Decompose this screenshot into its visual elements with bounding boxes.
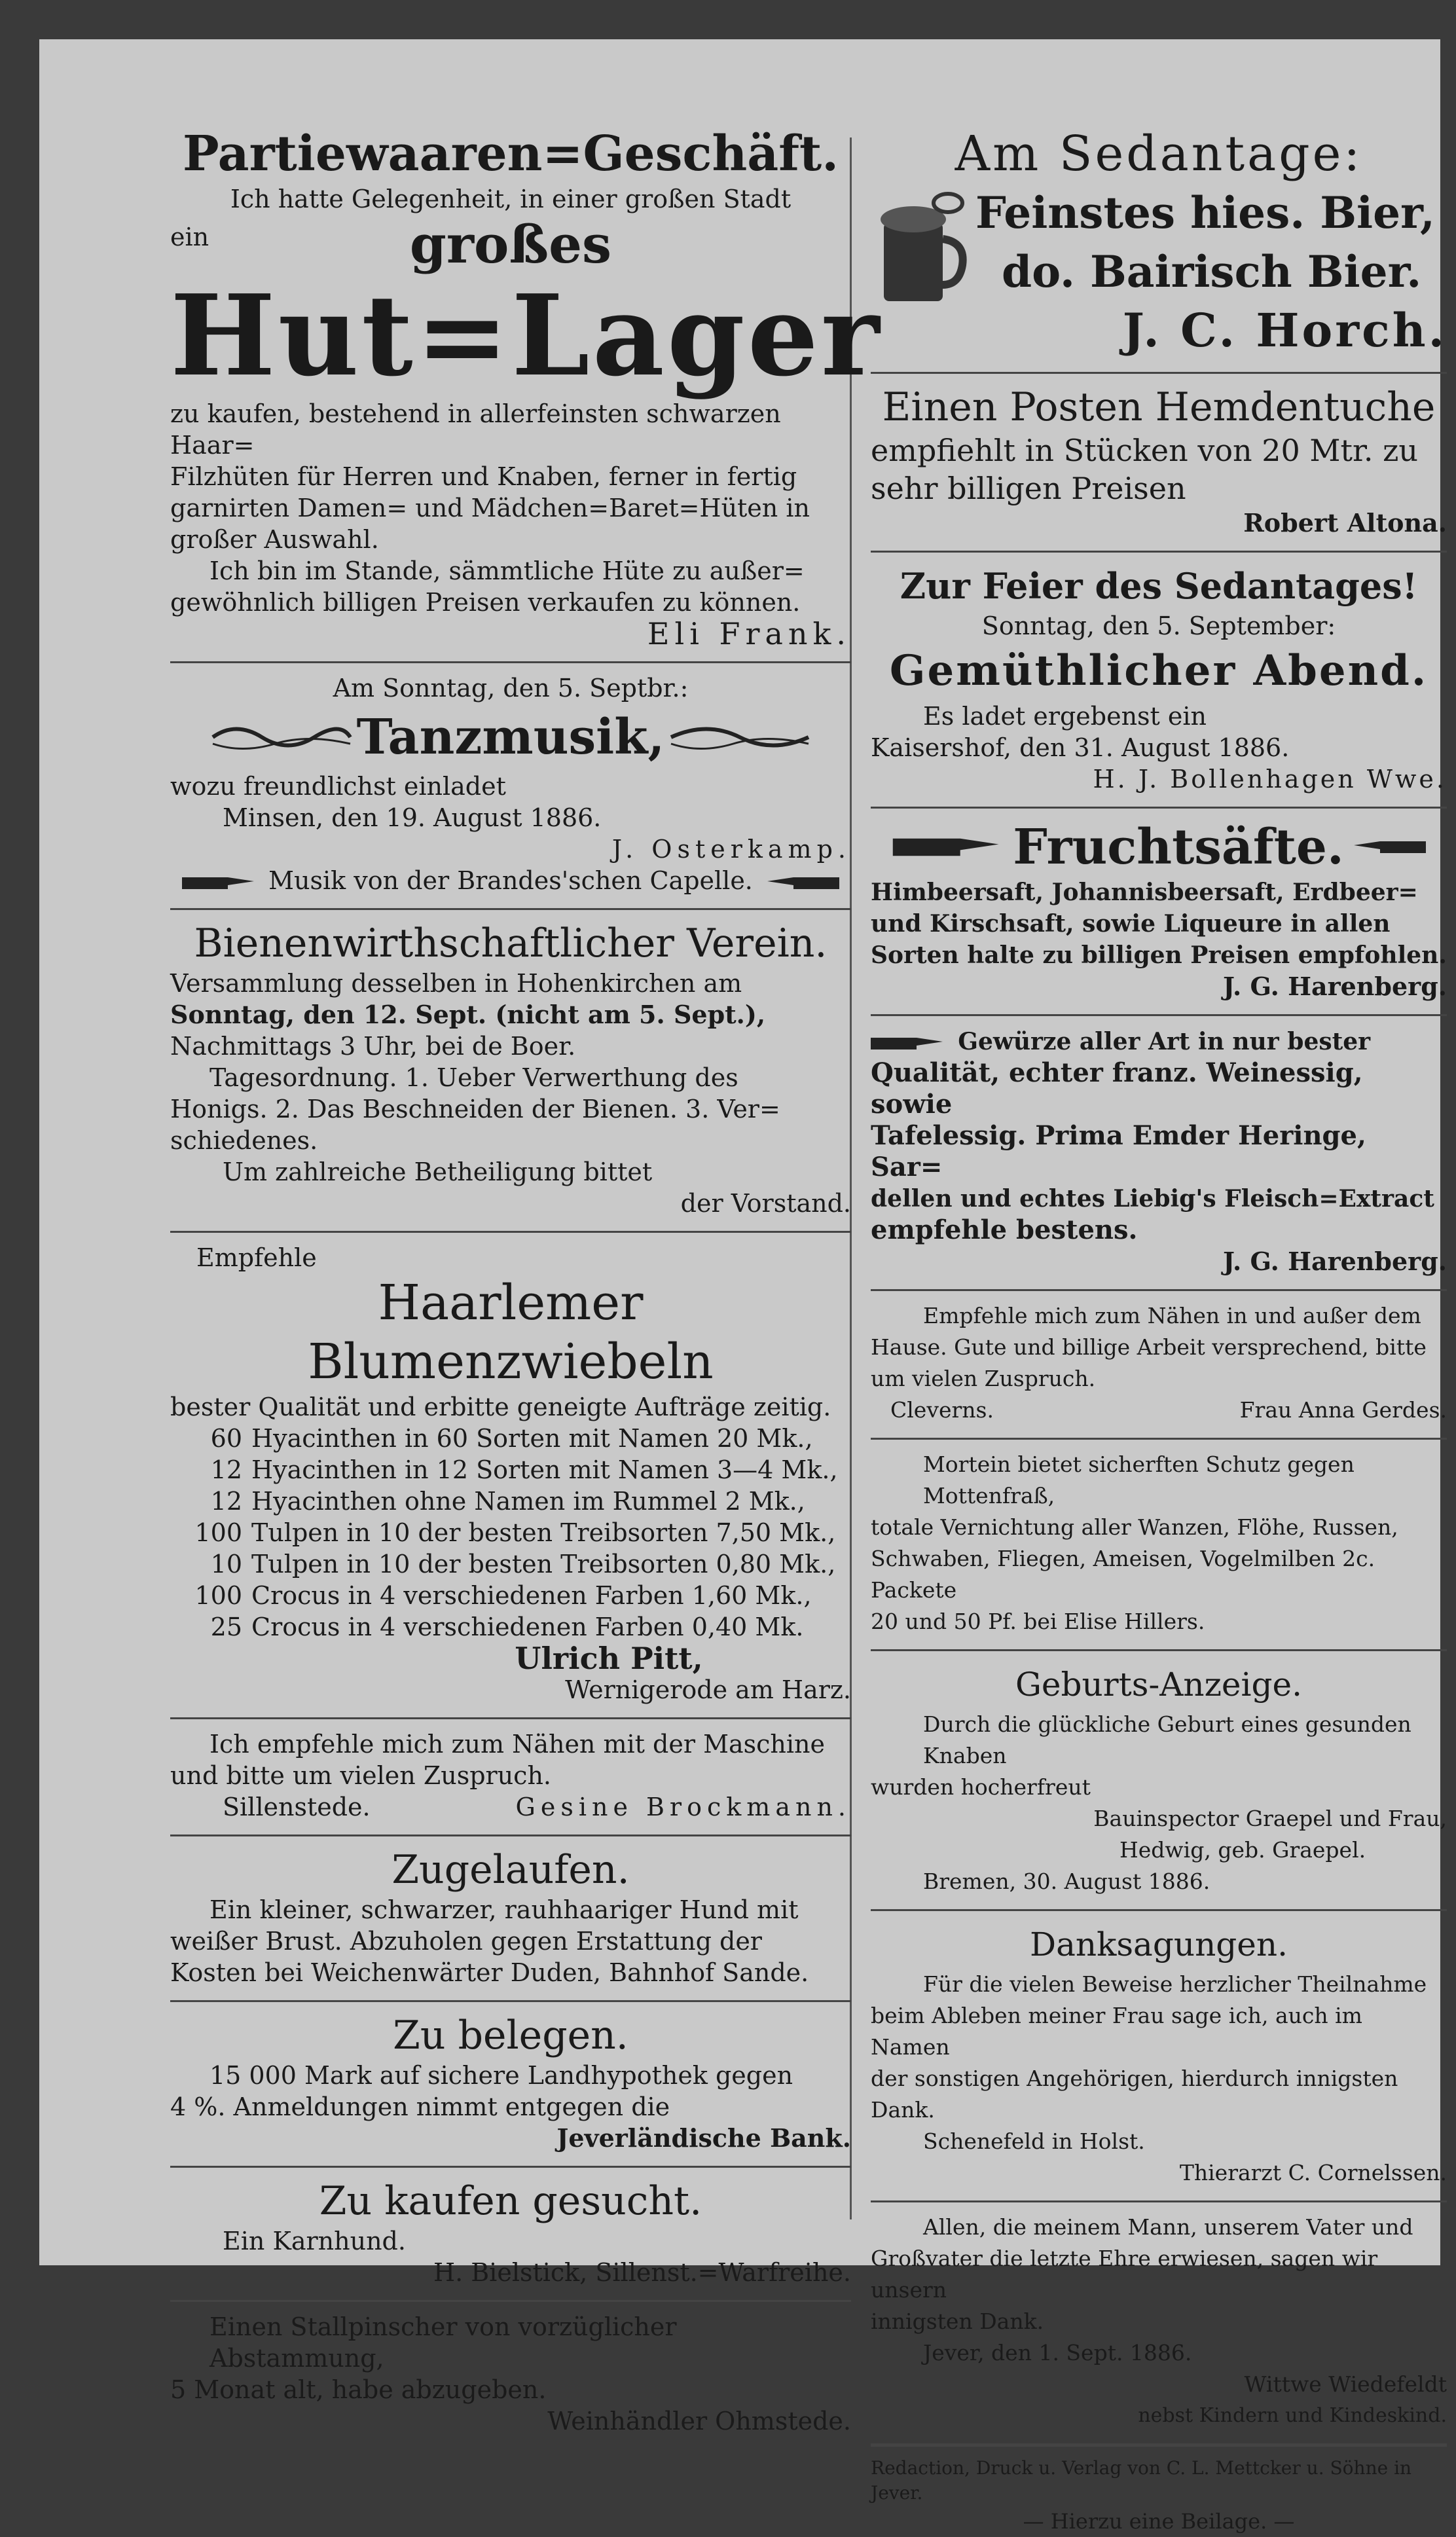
rule [170,1717,851,1719]
ad-text: Mortein bietet sicherften Schutz gegen Mottenfraß, [923,1451,1355,1508]
ad-signature: H. Bielstick, Sillenst.=Warfreihe. [433,2258,851,2287]
ad-text: dellen und echtes Liebig's Fleisch=Extract [871,1185,1434,1213]
imprint: Redaction, Druck u. Verlag von C. L. Mettcker u. Söhne in Jever. [871,2457,1412,2504]
ad-text: wozu freundlichst einladet [170,772,506,801]
ad-text: Tagesordnung. 1. Ueber Verwerthung des [209,1063,738,1092]
ad-text: Sorten halte zu billigen Preisen empfohlen. [871,941,1447,969]
ad-text: Ein Karnhund. [223,2227,406,2255]
ad-danksagung-wiedefeldt [871,2212,1447,2432]
ad-text: Versammlung desselben in Hohenkirchen am [170,969,742,998]
ad-text: Um zahlreiche Betheiligung bittet [223,1158,653,1186]
ad-bienenverein [170,919,851,1219]
ad-danksagungen [871,1920,1447,2189]
right-column [871,124,1447,2537]
rule [871,372,1447,374]
rule [170,1231,851,1233]
list-item: 100 Tulpen in 10 der besten Treibsorten 7,50 Mk., [194,1518,836,1547]
ad-zugelaufen [170,1846,851,1988]
ad-title: Bienenwirthschaftlicher Verein. [194,921,828,966]
ad-text: Empfehle [196,1243,317,1272]
ad-signature: Frau Anna Gerdes. [1239,1397,1447,1423]
ad-title: Einen Posten Hemdentuche [882,384,1436,430]
ad-text: wurden hocherfreut [871,1774,1091,1800]
ad-text: Allen, die meinem Mann, unserem Vater und [923,2214,1413,2240]
ad-text: Sonntag, den 12. Sept. (nicht am 5. Sept.), [170,1000,766,1029]
rule [871,551,1447,553]
ad-text: Nachmittags 3 Uhr, bei de Boer. [170,1032,576,1061]
rule [871,807,1447,809]
ad-text: weißer Brust. Abzuholen gegen Erstattung der [170,1927,762,1956]
ad-zu-belegen [170,2011,851,2154]
ad-text: Musik von der Brandes'schen Capelle. [268,866,753,895]
pointing-hand-icon [182,872,261,894]
ad-text: Ich bin im Stande, sämmtliche Hüte zu außer= [209,557,805,585]
ad-signature: J. G. Harenberg. [1223,972,1447,1001]
ad-text: empfiehlt in Stücken von 20 Mtr. zu [871,433,1419,468]
ad-text: Ein kleiner, schwarzer, rauhhaariger Hund mit [209,1895,799,1924]
list-item: 12 Hyacinthen in 12 Sorten mit Namen 3—4 Mk., [210,1455,838,1484]
ad-text: Sillenstede. [223,1793,371,1821]
ad-text: 5 Monat alt, habe abzugeben. [170,2375,547,2404]
rule [170,2300,851,2302]
rule [170,1834,851,1836]
ad-signature: Wittwe Wiedefeldt [1244,2371,1447,2397]
ad-fruchtsaefte [871,818,1447,1002]
ad-hemdentuche [871,383,1447,539]
ad-signature: J. C. Horch. [1122,303,1447,357]
ad-text: Für die vielen Beweise herzlicher Theilnahme [923,1971,1427,1997]
pointing-hand-icon [871,1032,949,1055]
list-item: 25 Crocus in 4 verschiedenen Farben 0,40 Mk. [210,1613,804,1641]
ad-text: Jever, den 1. Sept. 1886. [923,2340,1192,2365]
ad-title: Zu belegen. [393,2013,628,2058]
ad-text: Honigs. 2. Das Beschneiden der Bienen. 3. Ver= [170,1095,780,1123]
ad-text: Bauinspector Graepel und Frau, [1093,1806,1447,1831]
ad-signature: H. J. Bollenhagen Wwe. [1093,765,1447,794]
rule [871,1014,1447,1016]
ad-signature: der Vorstand. [680,1189,851,1218]
ad-text: Cleverns. [890,1397,994,1423]
rule [871,1909,1447,1911]
ad-text: bester Qualität und erbitte geneigte Aufträge zeitig. [170,1393,831,1421]
ad-partiewaaren [170,124,883,651]
ad-signature: Ulrich Pitt, [515,1641,703,1676]
rule [871,1289,1447,1291]
list-item: 100 Crocus in 4 verschiedenen Farben 1,60 Mk., [194,1581,812,1610]
ad-gewuerze [871,1025,1447,1277]
ad-text: Am Sonntag, den 5. Septbr.: [333,674,689,703]
ad-stallpinscher [170,2311,851,2437]
ad-zu-kaufen [170,2177,851,2288]
ad-text: Himbeersaft, Johannisbeersaft, Erdbeer= [871,879,1418,906]
ad-text: empfehle bestens. [871,1214,1138,1245]
ad-text: totale Vernichtung aller Wanzen, Flöhe, Russen, [871,1514,1398,1540]
ad-headline: Feinstes hies. Bier, [975,187,1436,238]
ad-text: beim Ableben meiner Frau sage ich, auch im Namen [871,2003,1362,2060]
ad-naehen [170,1728,851,1823]
rule [170,2000,851,2002]
ad-mortein [871,1449,1447,1637]
ad-text: der sonstigen Angehörigen, hierdurch innigsten Dank. [871,2066,1398,2123]
left-column [170,124,883,2437]
ad-geburts-anzeige [871,1660,1447,1897]
ad-signature: nebst Kindern und Kindeskind. [1138,2404,1447,2427]
ad-text: um vielen Zuspruch. [871,1366,1096,1391]
ad-gemuethlicher-abend [871,562,1447,795]
ad-text: Filzhüten für Herren und Knaben, ferner in fertig [170,462,797,491]
ad-text: Kosten bei Weichenwärter Duden, Bahnhof Sande. [170,1958,809,1987]
ad-tanzmusik [170,672,851,896]
ad-title: Fruchtsäfte. [1013,819,1344,875]
ad-text: Schwaben, Fliegen, Ameisen, Vogelmilben 2c. Packete [871,1546,1375,1603]
ad-text: und bitte um vielen Zuspruch. [170,1761,552,1790]
ad-title: Danksagungen. [1030,1926,1288,1963]
ad-text: ein [170,223,209,251]
ad-text: 4 %. Anmeldungen nimmt entgegen die [170,2092,670,2121]
ad-signature: Robert Altona. [1243,508,1447,538]
ad-text: Tafelessig. Prima Emder Heringe, Sar= [871,1120,1366,1182]
ad-text: Hedwig, geb. Graepel. [1119,1837,1366,1863]
ad-text: Ich empfehle mich zum Nähen mit der Maschine [209,1730,826,1759]
ad-text: Gewürze aller Art in nur bester [958,1028,1371,1055]
rule [871,1649,1447,1651]
ad-text: Qualität, echter franz. Weinessig, sowie [871,1057,1363,1120]
ad-text: Minsen, den 19. August 1886. [223,803,602,832]
ad-text: Ich hatte Gelegenheit, in einer großen Stadt [230,185,792,213]
ad-signature: Eli Frank. [647,616,851,651]
ad-text: gewöhnlich billigen Preisen verkaufen zu können. [170,588,801,617]
ad-text: großer Auswahl. [170,525,379,554]
ad-signature: Weinhändler Ohmstede. [547,2407,851,2436]
price-list [170,1423,851,1643]
ad-text: Durch die glückliche Geburt eines gesunden Knaben [923,1711,1411,1768]
ad-blumenzwiebeln [170,1242,851,1706]
list-item: 12 Hyacinthen ohne Namen im Rummel 2 Mk., [210,1487,805,1516]
rule [170,908,851,910]
ad-text: Empfehle mich zum Nähen in und außer dem [923,1303,1421,1328]
ad-text: innigsten Dank. [871,2309,1044,2334]
newspaper-page [39,39,1447,2534]
ad-naehen-gerdes [871,1300,1447,1426]
ad-text: Einen Stallpinscher von vorzüglicher Abstammung, [209,2312,677,2373]
ad-headline: Tanzmusik, [356,709,665,765]
ad-title: Partiewaaren=Geschäft. [183,126,839,182]
ad-text: garnirten Damen= und Mädchen=Baret=Hüten in [170,494,810,522]
ad-text: Es ladet ergebenst ein [923,702,1207,731]
ad-text: Kaisershof, den 31. August 1886. [871,733,1290,762]
ad-text: Sonntag, den 5. September: [981,611,1336,640]
ad-text: Hause. Gute und billige Arbeit versprechend, bitte [871,1334,1427,1360]
ad-text: und Kirschsaft, sowie Liqueure in allen [871,910,1391,938]
ad-signature: J. Osterkamp. [611,835,851,864]
list-item: 60 Hyacinthen in 60 Sorten mit Namen 20 Mk., [210,1424,813,1453]
ad-text: 15 000 Mark auf sichere Landhypothek gegen [209,2061,793,2090]
ad-text: Schenefeld in Holst. [923,2128,1145,2154]
ad-text: Bremen, 30. August 1886. [923,1869,1210,1894]
rule [871,2200,1447,2202]
ad-title: Haarlemer Blumenzwiebeln [308,1275,714,1390]
ad-text: Großvater die letzte Ehre erwiesen, sagen wir unsern [871,2246,1378,2303]
ad-text: sehr billigen Preisen [871,471,1186,506]
ad-text: Wernigerode am Harz. [565,1675,851,1704]
rule [170,661,851,663]
ad-subheadline: großes [409,213,612,275]
ad-text: zu kaufen, bestehend in allerfeinsten schwarzen Haar= [170,399,781,460]
ad-signature: Jeverländische Bank. [556,2123,851,2153]
ornament-icon [209,718,354,757]
ad-title: Zugelaufen. [391,1847,630,1893]
ad-headline: Hut=Lager [170,270,883,401]
pointing-hand-icon [892,831,1010,864]
ad-title: Am Sedantage: [955,126,1363,182]
list-item: 10 Tulpen in 10 der besten Treibsorten 0,80 Mk., [210,1550,836,1579]
rule [170,2166,851,2168]
ornament-icon [668,718,812,757]
ad-signature: Thierarzt C. Cornelssen. [1179,2160,1447,2185]
ad-headline: Gemüthlicher Abend. [889,646,1429,695]
ad-title: Geburts-Anzeige. [1015,1666,1302,1704]
ad-sedantage-bier [871,124,1447,360]
supplement-note: — Hierzu eine Beilage. — [1023,2509,1295,2534]
ad-signature: Gesine Brockmann. [515,1793,851,1821]
ad-title: Zur Feier des Sedantages! [900,565,1418,607]
beer-mug-icon [871,190,969,308]
pointing-hand-icon [1347,831,1426,864]
ad-text: schiedenes. [170,1126,318,1155]
rule [871,2443,1447,2447]
rule [871,1438,1447,1440]
ad-text: 20 und 50 Pf. bei Elise Hillers. [871,1609,1205,1634]
ad-signature: J. G. Harenberg. [1223,1247,1447,1276]
ad-title: Zu kaufen gesucht. [319,2178,702,2224]
ad-headline: do. Bairisch Bier. [1002,246,1422,297]
pointing-hand-icon [761,872,839,894]
